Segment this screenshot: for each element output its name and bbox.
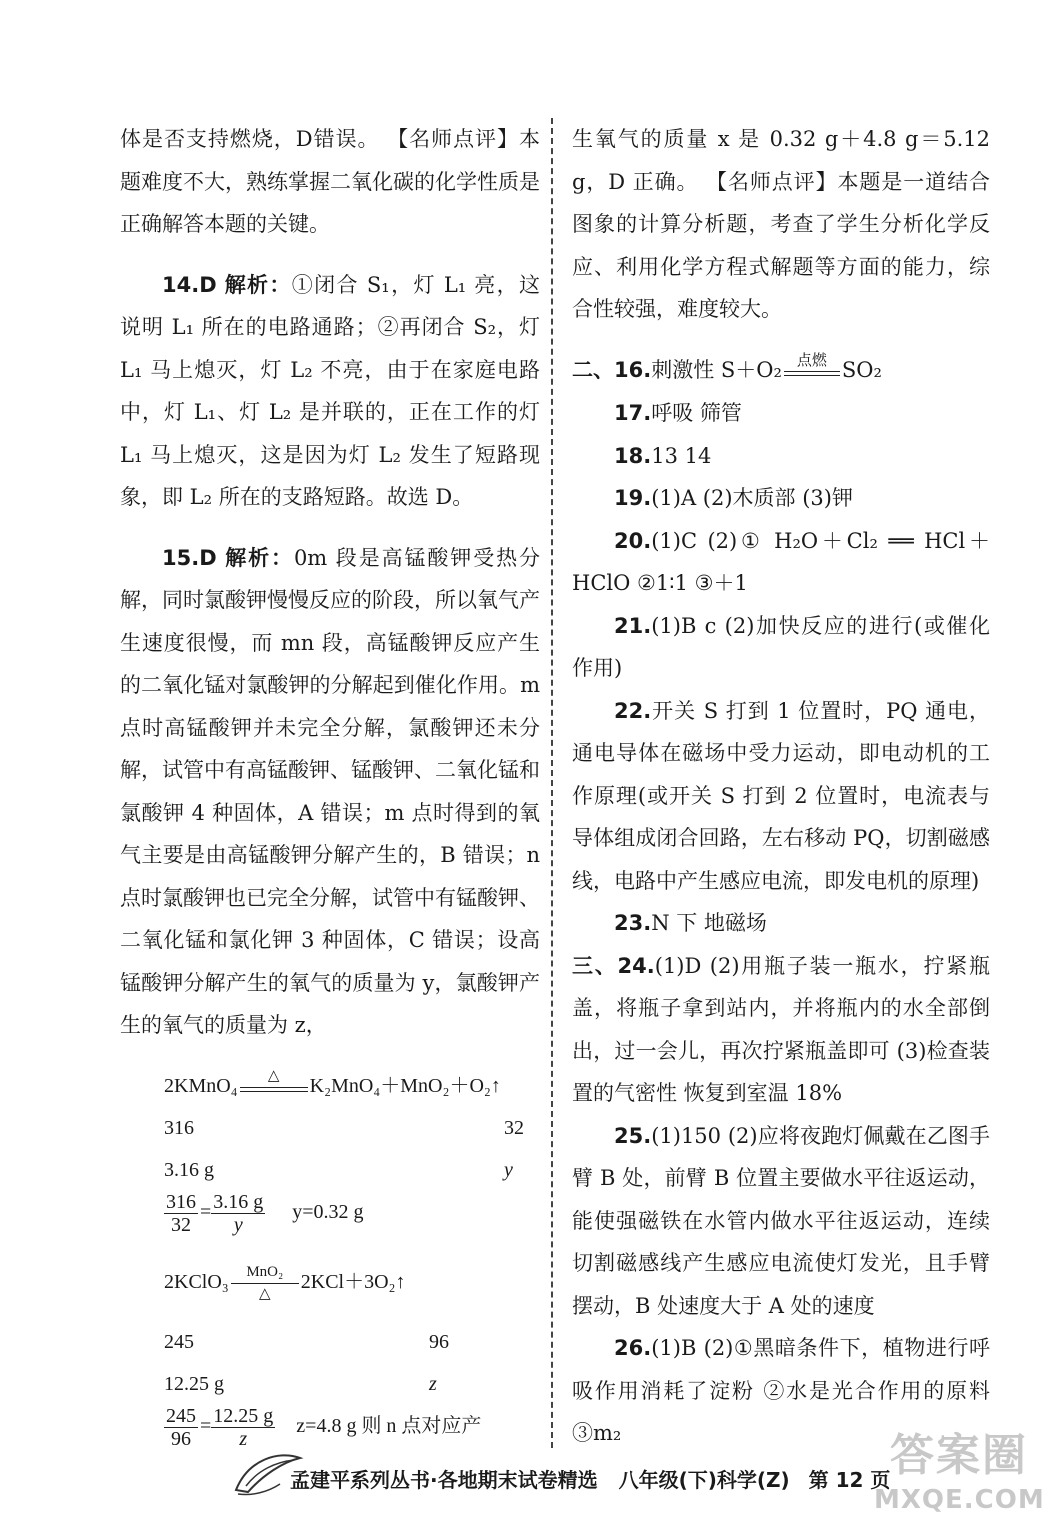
result-y: y=0.32 g: [292, 1200, 364, 1223]
question-23: [572, 902, 990, 945]
watermark-title: 答案圈: [890, 1430, 1028, 1481]
catalyst-condition: MnO₂ △: [229, 1262, 301, 1304]
right-column: [572, 118, 990, 1455]
q19-number: 19.: [614, 486, 652, 510]
eq1-m2: 32: [504, 1116, 524, 1139]
q14-number: 14.D: [162, 272, 217, 297]
q18-number: 18.: [614, 443, 652, 468]
eq2-proportion: $\frac{245}{96}$ = $\frac{12.25 g}{z}$ z=4.8 g 则 n 点对应产: [166, 1404, 482, 1450]
q16-number: 二、16.: [572, 357, 652, 382]
q16-product: SO₂: [841, 357, 882, 382]
heat-condition: △: [238, 1066, 310, 1108]
eq1-m1: 316: [164, 1116, 194, 1139]
column-divider: [551, 118, 553, 1448]
q21-number: 21.: [614, 613, 652, 638]
q24-text: (1)D (2)用瓶子装一瓶水，拧紧瓶盖，将瓶子拿到站内，并将瓶内的水全部倒出，过一会儿，再次拧紧瓶盖即可 (3)检查装置的气密性 恢复到室温 18%: [572, 953, 990, 1105]
paragraph-continuation: 体是否支持燃烧，D错误。 【名师点评】本题难度不大，熟练掌握二氧化碳的化学性质是正确解答本题的关键。: [120, 127, 540, 236]
watermark-logo: [874, 1430, 1044, 1530]
q24-number: 三、24.: [572, 953, 655, 978]
eq1-v1: 3.16 g: [164, 1158, 214, 1181]
equation-kclo3: [164, 1261, 540, 1303]
q26-number: 26.: [614, 1336, 652, 1360]
frac2-b: $\frac{12.25 g}{z}$: [213, 1404, 274, 1450]
equation-kmno4: [164, 1065, 540, 1107]
question-24: [572, 945, 990, 1115]
question-17: [572, 392, 990, 435]
question-14: [120, 264, 540, 519]
q15-label: 解析：: [225, 545, 294, 570]
eq2-mass-row: [164, 1321, 540, 1363]
q21-text: (1)B c (2)加快反应的进行(或催化作用): [572, 613, 990, 680]
question-20: [572, 520, 990, 605]
q19-text: (1)A (2)木质部 (3)钾: [651, 486, 853, 510]
q15-text: 0m 段是高锰酸钾受热分解，同时氯酸钾慢慢反应的阶段，所以氧气产生速度很慢，而 mn 段，高锰酸钾反应产生的二氧化锰对氯酸钾的分解起到催化作用。m 点时高锰酸钾并未完全分解，氯酸钾还未分解，试管中有高锰酸钾、锰酸钾、二氧化锰和氯酸钾 4 种固体，A 错误；m 点时得到的氧气主要是由高锰酸钾分解产生的，B 错误；n 点时氯酸钾也已完全分解，试管中有锰酸钾、二氧化锰和氯化钾 3 种固体，C 错误；设高锰酸钾分解产生的氧气的质量为 y，氯酸钾产生的氧气的质量为 z，: [120, 545, 540, 1037]
eq1-reactant: 2KMnO₄: [164, 1074, 238, 1097]
eq2-v1: 12.25 g: [164, 1372, 224, 1395]
q25-number: 25.: [614, 1123, 652, 1148]
result-z: z=4.8 g 则 n 点对应产: [296, 1414, 482, 1437]
eq2-value-row: [164, 1363, 540, 1405]
eq2-v2: z: [429, 1372, 437, 1395]
q20-number: 20.: [614, 528, 652, 553]
q17-number: 17.: [614, 401, 652, 425]
q14-label: 解析：: [224, 272, 292, 297]
eq1-value-row: [164, 1149, 540, 1191]
frac1-a: $\frac{316}{32}$: [166, 1190, 196, 1236]
q20-text: (1)C (2)① H₂O＋Cl₂ ══ HCl＋HClO ②1∶1 ③＋1: [572, 528, 990, 595]
q26-text: (1)B (2)①黑暗条件下，植物进行呼吸作用消耗了淀粉 ②水是光合作用的原料 ③m₂: [572, 1336, 990, 1445]
paragraph-continuation-right: 生氧气的质量 x 是 0.32 g＋4.8 g＝5.12 g，D 正确。 【名师点评】本题是一道结合图象的计算分析题，考查了学生分析化学反应、利用化学方程式解题等方面的能力，综合性较强，难度较大。: [572, 127, 990, 321]
ignite-condition: 点燃: [782, 350, 842, 392]
q23-text: N 下 地磁场: [651, 911, 767, 935]
page-footer: [220, 1460, 920, 1500]
question-21: [572, 605, 990, 690]
q17-text: 呼吸 筛管: [651, 401, 742, 425]
footer-series: 孟建平系列丛书·各地期末试卷精选: [290, 1468, 598, 1492]
question-16: [572, 349, 990, 393]
eq2-m2: 96: [429, 1330, 449, 1353]
question-15: [120, 537, 540, 1047]
eq2-reactant: 2KClO₃: [164, 1270, 229, 1293]
eq1-proportion: $\frac{316}{32}$ = $\frac{3.16 g}{y}$ y=0.32 g: [166, 1190, 364, 1236]
question-22: [572, 690, 990, 903]
eq2-m1: 245: [164, 1330, 194, 1353]
question-25: [572, 1115, 990, 1328]
footer-grade: 八年级(下)科学(Z): [618, 1468, 790, 1492]
q23-number: 23.: [614, 911, 652, 935]
eq2-products: 2KCl＋3O₂↑: [300, 1270, 406, 1293]
q18-text: 13 14: [651, 443, 712, 468]
q15-number: 15.D: [162, 545, 217, 570]
question-19: [572, 477, 990, 520]
q25-text: (1)150 (2)应将夜跑灯佩戴在乙图手臂 B 处，前臂 B 位置主要做水平往返运动，能使强磁铁在水管内做水平往返运动，连续切割磁感线产生感应电流使灯发光，且手臂摆动，B 处速度大于 A 处的速度: [572, 1123, 990, 1318]
q22-text: 开关 S 打到 1 位置时，PQ 通电，通电导体在磁场中受力运动，即电动机的工作原理(或开关 S 打到 2 位置时，电流表与导体组成闭合回路，左右移动 PQ，切割磁感线，电路中产生感应电流，即发电机的原理): [572, 698, 990, 893]
question-18: [572, 435, 990, 478]
q14-text: ①闭合 S₁，灯 L₁ 亮，这说明 L₁ 所在的电路通路；②再闭合 S₂，灯 L₁ 马上熄灭，灯 L₂ 不亮，由于在家庭电路中，灯 L₁、灯 L₂ 是并联的，正在工作的灯 L₁ 马上熄灭，这是因为灯 L₂ 发生了短路现象，即 L₂ 所在的支路短路。故选 D。: [120, 272, 540, 509]
eq1-mass-row: [164, 1107, 540, 1149]
frac2-a: $\frac{245}{96}$: [166, 1404, 196, 1450]
eq1-v2: y: [504, 1158, 513, 1181]
q22-number: 22.: [614, 698, 652, 723]
q16-text: 刺激性 S＋O₂: [651, 357, 782, 382]
left-column: [120, 118, 540, 1457]
frac1-b: $\frac{3.16 g}{y}$: [213, 1190, 264, 1236]
eq1-products: K₂MnO₄＋MnO₂＋O₂↑: [309, 1074, 501, 1097]
equation-block-kmno4: [164, 1065, 540, 1457]
watermark-url: MXQE.COM: [874, 1485, 1045, 1515]
footer-page: 第 12 页: [808, 1468, 891, 1492]
